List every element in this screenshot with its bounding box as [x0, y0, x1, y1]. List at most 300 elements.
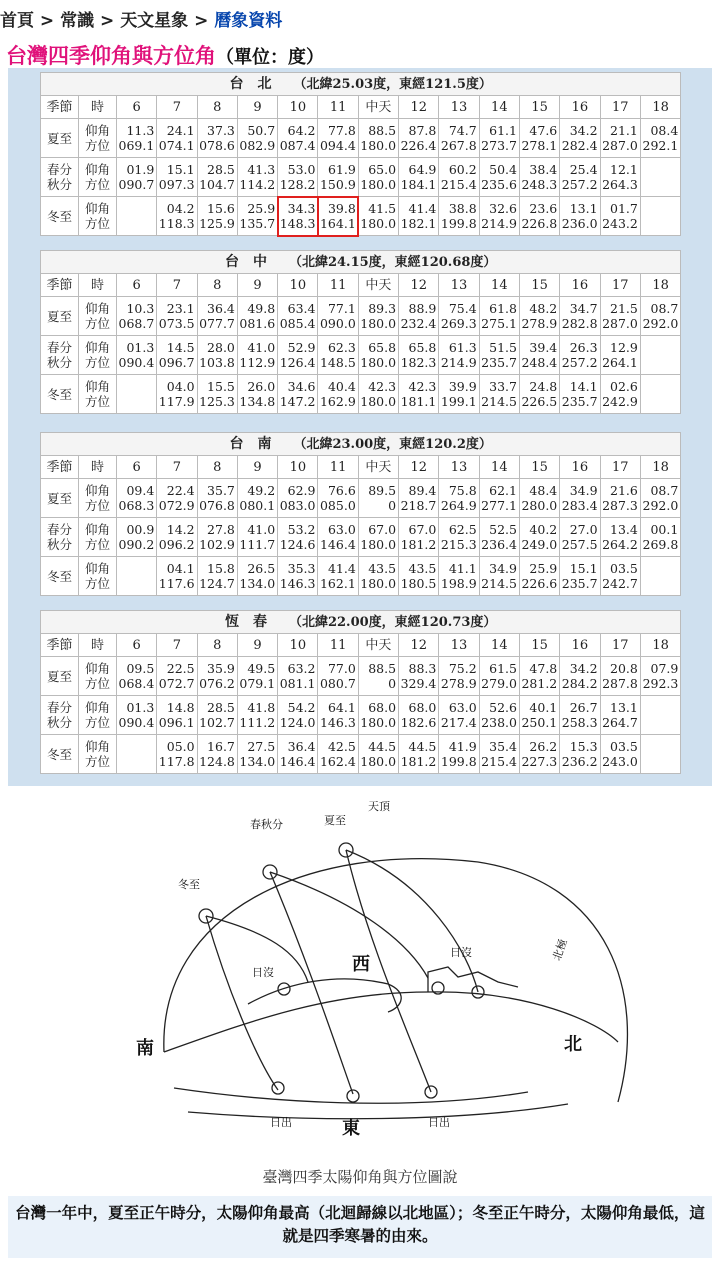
value-cell [117, 158, 157, 197]
value-cell [600, 119, 640, 158]
breadcrumb-home[interactable]: 首頁 [0, 11, 34, 31]
city-name: 台 南 [229, 435, 272, 452]
elevation-value: 61.1 [489, 123, 517, 138]
elevation-value: 23.6 [529, 201, 558, 216]
azimuth-value: 257.5 [561, 537, 598, 552]
value-cell [479, 336, 519, 375]
value-cell [358, 158, 398, 197]
value-cell [560, 657, 600, 696]
azimuth-value: 077.7 [199, 316, 235, 331]
azimuth-value: 126.4 [279, 355, 316, 370]
table-row [41, 557, 681, 596]
azimuth-value: 248.4 [521, 355, 558, 370]
table-row [41, 375, 681, 414]
azimuth-value: 096.1 [158, 715, 195, 730]
azimuth-value: 273.7 [481, 138, 517, 153]
label-north: 北 [564, 1034, 582, 1055]
value-cell [519, 696, 559, 735]
azimuth-value: 283.4 [561, 498, 598, 513]
azimuth-value: 180.0 [360, 394, 397, 409]
hour-col-header: 9 [237, 274, 277, 297]
value-cell [640, 735, 681, 774]
value-cell [157, 735, 197, 774]
elevation-value: 65.8 [408, 340, 437, 355]
azimuth-value: 162.4 [319, 754, 356, 769]
elevation-value: 01.3 [126, 340, 155, 355]
elevation-value: 63.2 [287, 661, 316, 676]
breadcrumb-astronomy[interactable]: 天文星象 [120, 11, 189, 31]
value-cell [560, 297, 600, 336]
elevation-value: 34.6 [287, 379, 316, 394]
value-cell [439, 518, 479, 557]
elevation-value: 00.9 [126, 522, 155, 537]
city-coordinates: （北緯22.00度，東經120.73度） [288, 614, 497, 630]
value-cell [318, 735, 358, 774]
city-name: 台 中 [224, 253, 267, 270]
breadcrumb-current[interactable]: 曆象資料 [214, 11, 283, 31]
hour-col-header: 6 [117, 96, 157, 119]
value-cell [399, 158, 439, 197]
elevation-value: 74.7 [448, 123, 477, 138]
value-cell [399, 518, 439, 557]
elevation-value: 09.4 [126, 483, 155, 498]
azimuth-value: 087.4 [279, 138, 316, 153]
measure-label [79, 119, 117, 158]
table-row [41, 158, 681, 197]
value-cell [318, 696, 358, 735]
measure-text: 仰角 [84, 561, 110, 576]
elevation-value: 42.5 [327, 739, 356, 754]
value-cell [197, 375, 237, 414]
data-table [40, 432, 681, 596]
elevation-value: 63.0 [327, 522, 356, 537]
hour-col-header: 7 [157, 456, 197, 479]
hour-col-header: 7 [157, 274, 197, 297]
value-cell [318, 657, 358, 696]
elevation-value: 42.3 [408, 379, 437, 394]
azimuth-value: 232.4 [400, 316, 437, 331]
value-cell [237, 735, 277, 774]
season-text: 秋分 [46, 715, 72, 730]
measure-text: 方位 [84, 216, 110, 231]
elevation-value: 01.9 [126, 162, 155, 177]
azimuth-value: 072.9 [158, 498, 195, 513]
value-cell [237, 557, 277, 596]
value-cell [157, 375, 197, 414]
season-text: 秋分 [46, 355, 72, 370]
elevation-value: 88.5 [368, 661, 397, 676]
azimuth-value: 080.1 [239, 498, 276, 513]
measure-label [79, 518, 117, 557]
value-cell [278, 197, 318, 236]
value-cell [399, 297, 439, 336]
azimuth-value: 214.5 [481, 576, 517, 591]
value-cell [640, 119, 680, 158]
value-cell [439, 197, 479, 236]
value-cell [157, 119, 197, 158]
elevation-value: 21.5 [610, 301, 638, 316]
elevation-value: 61.9 [327, 162, 356, 177]
value-cell [358, 297, 398, 336]
value-cell [117, 297, 157, 336]
azimuth-value: 076.8 [199, 498, 235, 513]
azimuth-value: 081.6 [239, 316, 276, 331]
azimuth-value: 235.7 [561, 394, 598, 409]
elevation-value: 01.7 [610, 201, 638, 216]
season-header: 季節 [41, 456, 79, 479]
azimuth-value: 083.0 [279, 498, 316, 513]
azimuth-value: 278.1 [521, 138, 558, 153]
measure-text: 仰角 [84, 522, 110, 537]
azimuth-value: 180.0 [360, 316, 397, 331]
value-cell [600, 735, 640, 774]
elevation-value: 62.3 [327, 340, 356, 355]
value-cell [519, 557, 559, 596]
elevation-value: 41.8 [247, 700, 276, 715]
azimuth-value: 111.2 [239, 715, 276, 730]
elevation-value: 22.4 [166, 483, 195, 498]
value-cell [197, 696, 237, 735]
elevation-value: 48.4 [529, 483, 558, 498]
value-cell [237, 336, 277, 375]
azimuth-value: 292.3 [642, 676, 679, 691]
azimuth-value: 180.0 [360, 355, 397, 370]
city-table-2 [40, 432, 680, 596]
measure-text: 仰角 [84, 301, 110, 316]
azimuth-value: 215.4 [481, 754, 517, 769]
azimuth-value: 248.3 [521, 177, 558, 192]
value-cell [560, 518, 600, 557]
hour-col-header: 12 [399, 634, 439, 657]
azimuth-value: 068.4 [118, 676, 155, 691]
label-west: 西 [352, 954, 370, 975]
azimuth-value: 085.4 [279, 316, 316, 331]
value-cell [278, 297, 318, 336]
hour-col-header: 16 [560, 634, 600, 657]
azimuth-value: 264.2 [602, 537, 638, 552]
azimuth-value: 146.4 [319, 537, 356, 552]
azimuth-value: 180.0 [360, 576, 397, 591]
azimuth-value: 214.9 [481, 216, 517, 231]
value-cell [358, 557, 398, 596]
season-label [41, 735, 79, 774]
value-cell [439, 696, 479, 735]
azimuth-value: 135.7 [239, 216, 276, 231]
value-cell [640, 657, 681, 696]
elevation-value: 26.2 [529, 739, 558, 754]
azimuth-value: 226.6 [521, 576, 558, 591]
label-sunset-left: 日沒 [252, 966, 274, 979]
azimuth-value: 090.2 [118, 537, 155, 552]
measure-text: 方位 [84, 355, 110, 370]
value-cell [157, 479, 197, 518]
city-table-3 [40, 610, 680, 774]
azimuth-value: 199.1 [440, 394, 477, 409]
azimuth-value: 182.3 [400, 355, 437, 370]
hour-col-header: 7 [157, 96, 197, 119]
elevation-value: 36.4 [207, 301, 235, 316]
azimuth-value: 150.9 [319, 177, 356, 192]
hour-col-header: 18 [640, 634, 681, 657]
value-cell [117, 375, 157, 414]
azimuth-value: 068.7 [118, 316, 155, 331]
azimuth-value: 226.8 [521, 216, 558, 231]
azimuth-value: 258.3 [561, 715, 598, 730]
hour-col-header: 9 [237, 634, 277, 657]
value-cell [560, 375, 600, 414]
azimuth-value: 279.0 [481, 676, 517, 691]
hour-col-header: 13 [439, 96, 479, 119]
value-cell [358, 518, 398, 557]
value-cell [479, 518, 519, 557]
value-cell [560, 158, 600, 197]
elevation-value: 34.2 [569, 661, 598, 676]
hour-col-header: 17 [600, 96, 640, 119]
value-cell [197, 197, 237, 236]
season-header: 季節 [41, 634, 79, 657]
azimuth-value: 215.3 [440, 537, 477, 552]
elevation-value: 11.3 [126, 123, 155, 138]
azimuth-value: 278.9 [440, 676, 477, 691]
azimuth-value: 242.9 [602, 394, 638, 409]
azimuth-value: 198.9 [440, 576, 477, 591]
hour-col-header: 中天 [358, 274, 398, 297]
season-text: 夏至 [46, 490, 72, 506]
elevation-value: 03.5 [610, 739, 638, 754]
hour-col-header: 6 [117, 456, 157, 479]
table-header-row [41, 274, 681, 297]
azimuth-value: 180.0 [360, 754, 397, 769]
value-cell [278, 479, 318, 518]
table-row [41, 735, 681, 774]
elevation-value: 39.4 [529, 340, 558, 355]
value-cell [318, 158, 358, 197]
elevation-value: 50.7 [247, 123, 276, 138]
value-cell [560, 696, 600, 735]
elevation-value: 75.4 [448, 301, 477, 316]
azimuth-value: 146.3 [319, 715, 356, 730]
azimuth-value: 090.4 [118, 715, 155, 730]
hour-col-header: 11 [318, 96, 358, 119]
value-cell [600, 557, 640, 596]
value-cell [640, 696, 681, 735]
value-cell [117, 197, 157, 236]
value-cell [439, 119, 479, 158]
season-label [41, 479, 79, 518]
season-text: 冬至 [46, 746, 72, 762]
azimuth-value: 287.8 [602, 676, 638, 691]
illustration-paper [8, 792, 712, 1194]
elevation-value: 23.1 [166, 301, 195, 316]
value-cell [358, 375, 398, 414]
azimuth-value: 287.0 [602, 316, 638, 331]
elevation-value: 41.4 [408, 201, 437, 216]
hour-col-header: 16 [560, 456, 600, 479]
elevation-value: 14.1 [569, 379, 598, 394]
data-table [40, 72, 681, 236]
hour-col-header: 8 [197, 456, 237, 479]
azimuth-value: 074.1 [158, 138, 195, 153]
breadcrumb [0, 6, 282, 31]
hour-col-header: 10 [278, 634, 318, 657]
azimuth-value: 124.0 [279, 715, 316, 730]
value-cell [600, 479, 640, 518]
hour-col-header: 14 [479, 456, 519, 479]
city-title [41, 73, 681, 96]
azimuth-value: 134.0 [239, 576, 276, 591]
azimuth-value: 236.4 [481, 537, 517, 552]
hour-header: 時 [79, 96, 117, 119]
elevation-value: 13.1 [569, 201, 598, 216]
label-zenith: 天頂 [368, 800, 390, 813]
value-cell [117, 657, 157, 696]
value-cell [318, 479, 358, 518]
elevation-value: 52.5 [489, 522, 517, 537]
value-cell [439, 375, 479, 414]
azimuth-value: 090.4 [118, 355, 155, 370]
elevation-value: 41.3 [247, 162, 276, 177]
label-summer-solstice: 夏至 [324, 814, 346, 827]
value-cell [318, 375, 358, 414]
elevation-value: 40.2 [529, 522, 558, 537]
elevation-value: 40.4 [327, 379, 356, 394]
value-cell [479, 557, 519, 596]
elevation-value: 40.1 [529, 700, 558, 715]
hour-col-header: 11 [318, 274, 358, 297]
value-cell [157, 197, 197, 236]
measure-label [79, 336, 117, 375]
value-cell [358, 119, 398, 158]
table-row [41, 657, 681, 696]
value-cell [399, 735, 439, 774]
elevation-value: 04.1 [166, 561, 195, 576]
elevation-value: 65.0 [368, 162, 397, 177]
azimuth-value: 148.3 [279, 216, 316, 231]
elevation-value: 53.0 [287, 162, 316, 177]
value-cell [278, 735, 318, 774]
elevation-value: 21.6 [610, 483, 638, 498]
hour-col-header: 14 [479, 274, 519, 297]
value-cell [358, 735, 398, 774]
value-cell [117, 518, 157, 557]
hour-col-header: 12 [399, 274, 439, 297]
hour-col-header: 17 [600, 274, 640, 297]
elevation-value: 21.1 [610, 123, 638, 138]
azimuth-value: 080.7 [319, 676, 356, 691]
value-cell [399, 557, 439, 596]
azimuth-value: 096.7 [158, 355, 195, 370]
azimuth-value: 199.8 [440, 216, 477, 231]
value-cell [117, 479, 157, 518]
azimuth-value: 235.7 [561, 576, 598, 591]
season-text: 冬至 [46, 208, 72, 224]
value-cell [439, 479, 479, 518]
azimuth-value: 117.8 [158, 754, 195, 769]
azimuth-value: 134.8 [239, 394, 276, 409]
elevation-value: 67.0 [368, 522, 397, 537]
table-title-row [41, 251, 681, 274]
elevation-value: 49.8 [247, 301, 276, 316]
elevation-value: 22.5 [166, 661, 195, 676]
value-cell [560, 479, 600, 518]
hour-col-header: 13 [439, 274, 479, 297]
elevation-value: 08.7 [650, 483, 679, 498]
measure-text: 仰角 [84, 340, 110, 355]
table-row [41, 197, 681, 236]
value-cell [399, 197, 439, 236]
value-cell [439, 557, 479, 596]
elevation-value: 24.8 [529, 379, 558, 394]
elevation-value: 77.0 [327, 661, 356, 676]
azimuth-value: 280.0 [521, 498, 558, 513]
value-cell [157, 336, 197, 375]
azimuth-value: 090.0 [319, 316, 356, 331]
city-coordinates: （北緯25.03度，東經121.5度） [293, 76, 492, 92]
measure-label [79, 696, 117, 735]
hour-col-header: 中天 [358, 456, 398, 479]
elevation-value: 25.9 [247, 201, 276, 216]
value-cell [560, 119, 600, 158]
value-cell [600, 696, 640, 735]
elevation-value: 77.8 [327, 123, 356, 138]
azimuth-value: 282.8 [561, 316, 598, 331]
value-cell [237, 657, 277, 696]
season-label [41, 375, 79, 414]
azimuth-value: 180.0 [360, 138, 397, 153]
season-header: 季節 [41, 274, 79, 297]
season-text: 冬至 [46, 568, 72, 584]
breadcrumb-common[interactable]: 常識 [60, 11, 95, 31]
azimuth-value: 147.2 [279, 394, 316, 409]
azimuth-value: 243.2 [602, 216, 638, 231]
elevation-value: 13.4 [610, 522, 638, 537]
elevation-value: 15.5 [207, 379, 235, 394]
elevation-value: 14.2 [166, 522, 195, 537]
label-sunrise-left: 日出 [270, 1116, 292, 1129]
elevation-value: 41.9 [448, 739, 477, 754]
season-text: 春分 [46, 700, 72, 715]
value-cell [237, 297, 277, 336]
elevation-value: 63.0 [448, 700, 477, 715]
azimuth-value: 242.7 [602, 576, 638, 591]
hour-col-header: 10 [278, 274, 318, 297]
elevation-value: 42.3 [368, 379, 397, 394]
hour-col-header: 10 [278, 96, 318, 119]
measure-text: 仰角 [84, 162, 110, 177]
hour-col-header: 10 [278, 456, 318, 479]
measure-text: 仰角 [84, 123, 110, 138]
azimuth-value: 284.2 [561, 676, 598, 691]
value-cell [278, 557, 318, 596]
measure-label [79, 479, 117, 518]
measure-text: 方位 [84, 754, 110, 769]
hour-col-header: 16 [560, 274, 600, 297]
season-text: 春分 [46, 340, 72, 355]
azimuth-value: 181.2 [400, 754, 437, 769]
value-cell [640, 557, 680, 596]
value-cell [157, 557, 197, 596]
value-cell [560, 735, 600, 774]
season-text: 春分 [46, 522, 72, 537]
elevation-value: 27.5 [247, 739, 276, 754]
value-cell [278, 518, 318, 557]
season-label [41, 657, 79, 696]
hour-col-header: 13 [439, 634, 479, 657]
value-cell [600, 197, 640, 236]
hour-col-header: 6 [117, 634, 157, 657]
value-cell [237, 518, 277, 557]
value-cell [197, 735, 237, 774]
